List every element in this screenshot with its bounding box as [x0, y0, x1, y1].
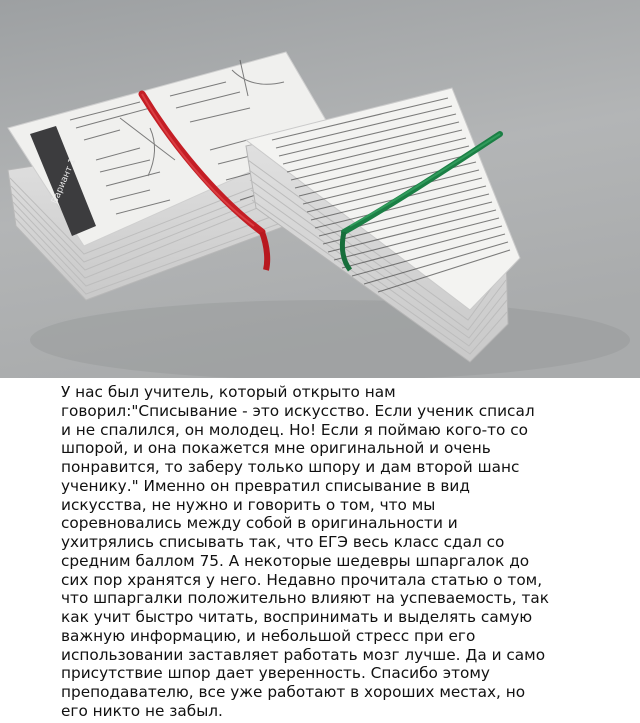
caption-text: У нас был учитель, который открыто нам говорил:"Списывание - это искусство. Если ученик списал и не спалился, он молодец. Но! Если я поймаю кого-то со шпорой, и она покажется мне оригинальной и очень понравится, то заберу только шпору и дам второй шанс ученику." Именно он превратил списывание в вид искусства, не нужно и говорить о том, что мы соревновались между собой в оригинальности и ухитрялись списывать так, что ЕГЭ весь класс сдал со средним баллом 75. А некоторые шедевры шпаргалок до сих пор хранятся у него. Недавно прочитала статью о том, что шпаргалки положительно влияют на успеваемость, так как учит быстро читать, воспринимать и выделять самую важную информацию, и небольшой стресс при его использовании заставляет работать мозг лучше. Да и само присутствие шпор дает уверенность. Спасибо этому преподавателю, все уже работают в хороших местах, но его никто не забыл.: [61, 383, 550, 720]
variant-stamp: Вариант 1: [50, 156, 79, 206]
shadow: [30, 300, 630, 378]
caption-box: [55, 379, 574, 723]
